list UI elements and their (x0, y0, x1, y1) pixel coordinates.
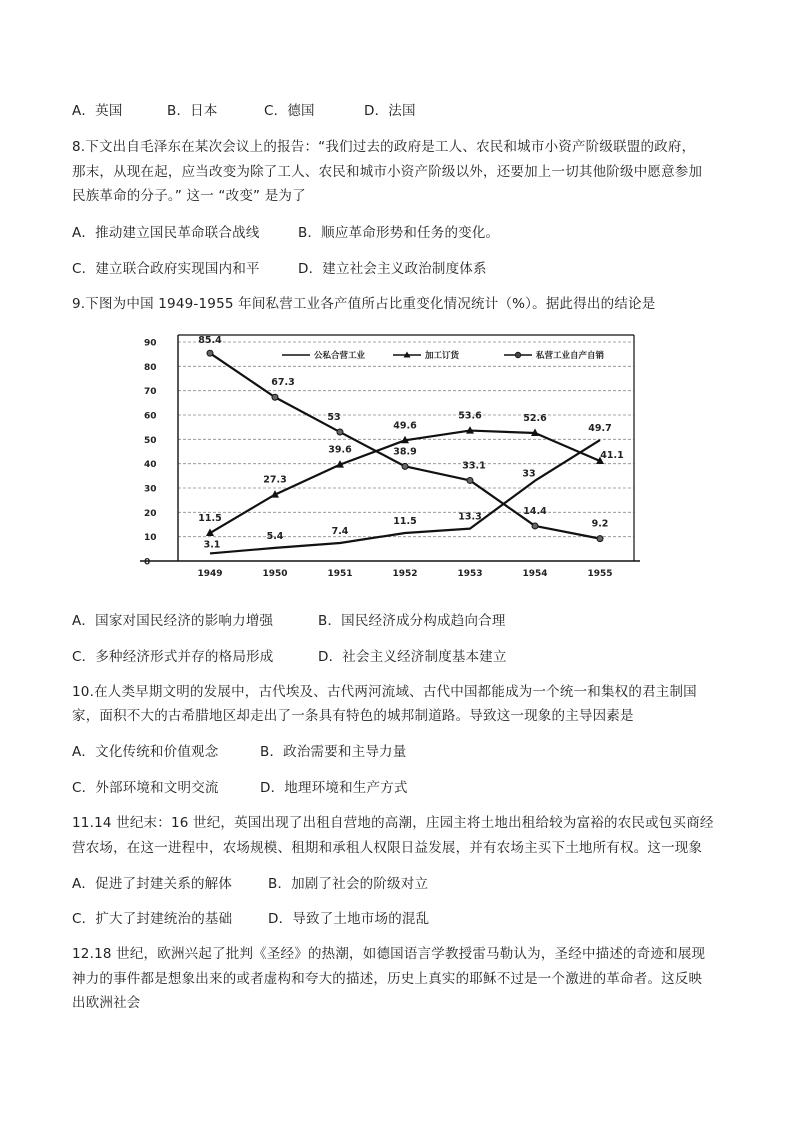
point-circle-1951 (337, 429, 343, 435)
x-tick-label-1955: 1955 (587, 569, 613, 579)
q10-option-b[interactable]: B．政治需要和主导力量 (260, 744, 407, 760)
q7-option-d[interactable]: D．法国 (364, 103, 416, 119)
x-tick-label-1949: 1949 (197, 569, 223, 579)
q10-option-a[interactable]: A．文化传统和价值观念 (72, 744, 219, 760)
y-tick-label-10: 10 (144, 533, 157, 544)
y-tick-label-30: 30 (144, 484, 157, 495)
data-label-2-1951: 53 (327, 412, 341, 424)
data-label-1-1954: 52.6 (523, 413, 547, 425)
q9-option-c[interactable]: C．多种经济形式并存的格局形成 (72, 649, 274, 665)
q10-option-c[interactable]: C．外部环境和文明交流 (72, 780, 219, 796)
q8-options-row-2 (72, 257, 487, 277)
q11-stem-line-2: 营农场，在这一进程中，农场规模、租期和承租人权限日益发展，并有农场主买下土地所有权。这一现象 (72, 840, 703, 856)
data-label-0-1951: 7.4 (331, 525, 349, 537)
q8-stem-line-2: 那末，从现在起，应当改变为除了工人、农民和城市小资产阶级以外，还要加上一切其他阶级中愿意参加 (72, 164, 703, 180)
data-label-1-1953: 53.6 (458, 410, 482, 422)
data-label-1-1955: 41.1 (600, 449, 624, 461)
q9-stem: 9.下图为中国 1949-1955 年间私营工业各产值所占比重变化情况统计（%）。据此得出的结论是 (72, 296, 656, 312)
data-label-2-1950: 67.3 (271, 377, 295, 389)
x-tick-label-1950: 1950 (262, 569, 288, 579)
data-label-0-1953: 13.3 (458, 511, 482, 523)
y-tick-label-0: 0 (144, 557, 151, 568)
x-tick-label-1952: 1952 (392, 569, 418, 579)
q7-option-a[interactable]: A．英国 (72, 103, 123, 119)
y-tick-label-20: 20 (144, 508, 157, 519)
legend-marker-circle (515, 352, 521, 358)
x-tick-label-1951: 1951 (327, 569, 353, 579)
q11-option-b[interactable]: B．加剧了社会的阶级对立 (268, 876, 429, 892)
q8-option-a[interactable]: A．推动建立国民革命联合战线 (72, 225, 260, 241)
q8-options-row-1 (72, 221, 499, 241)
data-label-0-1952: 11.5 (393, 516, 417, 528)
data-label-1-1951: 39.6 (328, 444, 352, 456)
data-label-0-1950: 5.4 (266, 530, 284, 542)
y-tick-label-40: 40 (144, 460, 157, 471)
q11-options-row-2 (72, 907, 429, 927)
q9-option-d[interactable]: D．社会主义经济制度基本建立 (318, 649, 507, 665)
y-tick-label-80: 80 (144, 362, 157, 373)
legend-label-2: 私营工业自产自销 (536, 351, 605, 361)
q11-option-c[interactable]: C．扩大了封建统治的基础 (72, 911, 233, 927)
point-circle-1953 (467, 477, 473, 483)
point-circle-1950 (272, 394, 278, 400)
data-label-0-1954: 33 (522, 468, 536, 480)
private-industry-chart (140, 331, 646, 583)
q8-stem-line-1: 8.下文出自毛泽东在某次会议上的报告：“我们过去的政府是工人、农民和城市小资产阶级联盟的政府， (72, 139, 696, 155)
data-label-2-1952: 38.9 (393, 446, 417, 458)
point-circle-1949 (207, 350, 213, 356)
q10-stem-line-1: 10.在人类早期文明的发展中，古代埃及、古代两河流域、古代中国都能成为一个统一和集权的君主制国 (72, 684, 697, 700)
q9-option-a[interactable]: A．国家对国民经济的影响力增强 (72, 613, 274, 629)
q12-stem-line-1: 12.18 世纪，欧洲兴起了批判《圣经》的热潮，如德国语言学教授雷马勒认为，圣经中描述的奇迹和展现 (72, 946, 706, 962)
q11-option-a[interactable]: A．促进了封建关系的解体 (72, 876, 233, 892)
q11-options-row-1 (72, 872, 428, 892)
q12-stem-line-2: 神力的事件都是想象出来的或者虚构和夸大的描述，历史上真实的耶稣不过是一个激进的革命者。这反映 (72, 971, 703, 987)
data-label-0-1949: 3.1 (203, 539, 221, 551)
y-tick-label-70: 70 (144, 387, 157, 398)
y-tick-label-90: 90 (144, 338, 157, 349)
point-circle-1955 (597, 536, 603, 542)
q10-options-row-2 (72, 776, 408, 796)
data-label-1-1949: 11.5 (198, 513, 222, 525)
data-label-2-1955: 9.2 (591, 518, 609, 530)
q10-options-row-1 (72, 740, 406, 760)
x-tick-label-1953: 1953 (457, 569, 483, 579)
data-label-2-1949: 85.4 (198, 335, 222, 347)
q9-option-b[interactable]: B．国民经济成分构成趋向合理 (318, 613, 506, 629)
data-label-0-1955: 49.7 (588, 423, 612, 435)
q7-option-b[interactable]: B．日本 (167, 103, 218, 119)
data-label-2-1954: 14.4 (523, 505, 547, 517)
data-label-1-1950: 27.3 (263, 474, 287, 486)
legend-label-0: 公私合营工业 (314, 351, 366, 361)
y-tick-label-50: 50 (144, 435, 157, 446)
q12-stem-line-3: 出欧洲社会 (72, 995, 141, 1011)
q9-options-row-1 (72, 609, 506, 629)
x-tick-label-1954: 1954 (522, 569, 548, 579)
q11-option-d[interactable]: D．导致了土地市场的混乱 (268, 911, 430, 927)
q8-option-b[interactable]: B．顺应革命形势和任务的变化。 (298, 225, 500, 241)
q10-stem-line-2: 家，面积不大的古希腊地区却走出了一条具有特色的城邦制道路。导致这一现象的主导因素是 (72, 708, 634, 724)
legend-label-1: 加工订货 (425, 351, 460, 361)
q8-option-c[interactable]: C．建立联合政府实现国内和平 (72, 261, 260, 277)
data-label-2-1953: 33.1 (462, 460, 486, 472)
q8-option-d[interactable]: D．建立社会主义政治制度体系 (298, 261, 487, 277)
q9-options-row-2 (72, 645, 507, 665)
point-circle-1952 (402, 463, 408, 469)
q8-stem-line-3: 民族革命的分子。” 这一 “改变” 是为了 (72, 188, 306, 204)
y-tick-label-60: 60 (144, 411, 157, 422)
point-circle-1954 (532, 523, 538, 529)
q7-options (72, 99, 416, 119)
chart-legend (282, 350, 605, 361)
chart-axes (140, 335, 640, 561)
q11-stem-line-1: 11.14 世纪末：16 世纪，英国出现了出租自营地的高潮，庄园主将土地出租给较为富裕的农民或包买商经 (72, 815, 714, 831)
q7-option-c[interactable]: C．德国 (264, 103, 315, 119)
data-label-1-1952: 49.6 (393, 420, 417, 432)
q10-option-d[interactable]: D．地理环境和生产方式 (260, 780, 408, 796)
